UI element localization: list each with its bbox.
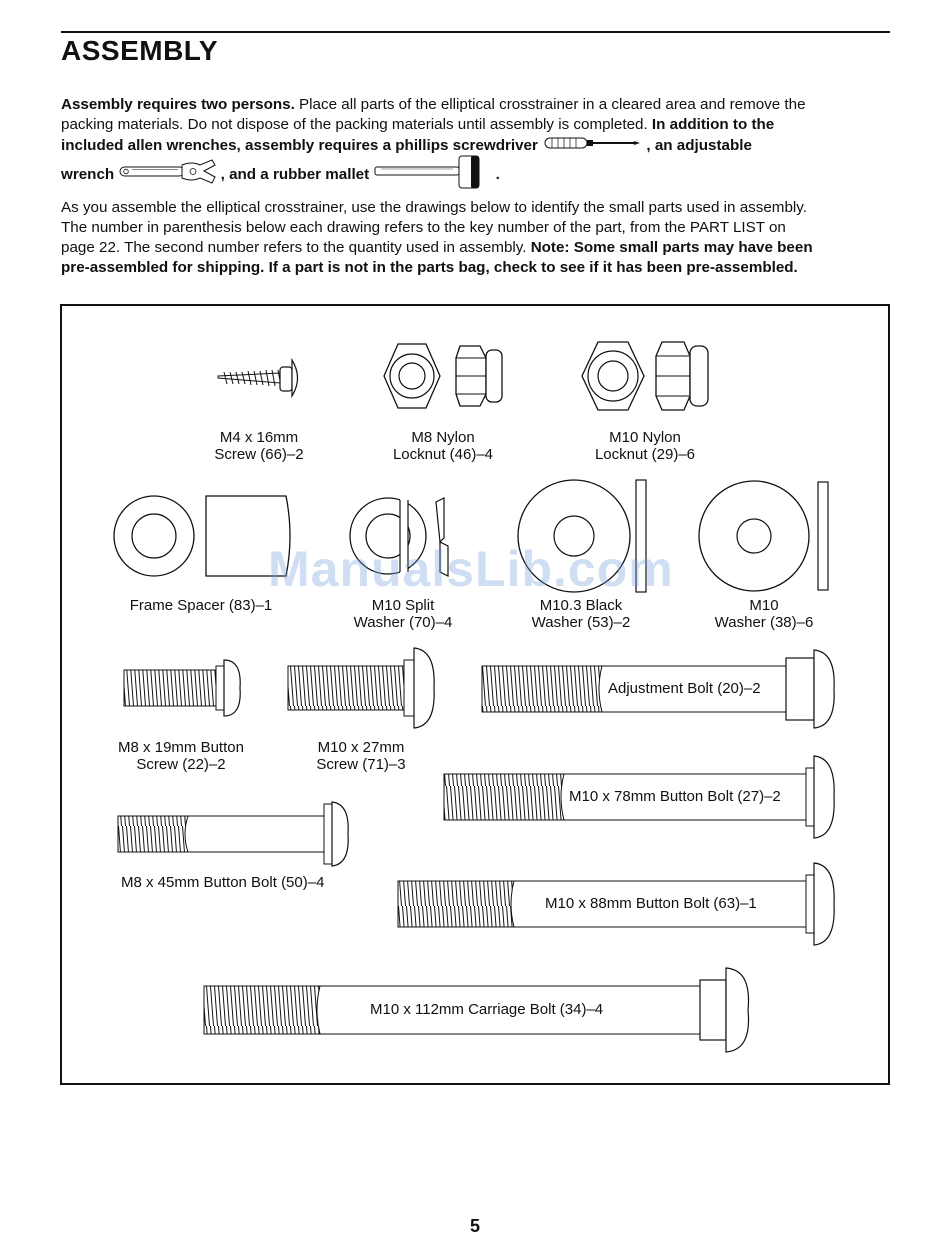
m10-washer-label-line1: M10	[749, 597, 779, 614]
para2-bold-4: pre-assembled for shipping. If a part is not in the parts bag, check to see if it has been pre-assembled.	[61, 259, 798, 276]
intro-text-1: Place all parts of the elliptical crosstrainer in a cleared area and remove the	[294, 96, 806, 113]
intro-bold-3a: included allen wrenches, assembly requires a phillips screwdriver	[61, 137, 538, 155]
frame-spacer-label-line1: Frame Spacer (83)–1	[129, 597, 273, 614]
intro-bold-1: Assembly requires two persons.	[61, 96, 295, 113]
m10-washer-label-line2: Washer (38)–6	[714, 613, 814, 631]
intro-bold-4c: .	[495, 166, 500, 184]
black-washer-label-line1: M10.3 Black	[539, 597, 623, 614]
m10-78mm-button-bolt-label: M10 x 78mm Button Bolt (27)–2	[569, 788, 781, 805]
intro-bold-4a: wrench	[61, 166, 115, 184]
frame-spacer-drawing	[114, 496, 290, 576]
split-washer-label-line2: Washer (70)–4	[353, 613, 453, 631]
m10-locknut-label-line2: Locknut (29)–6	[594, 445, 696, 463]
m8-button-screw-label-line2: Screw (22)–2	[136, 755, 226, 773]
m8-45mm-button-bolt-label: M8 x 45mm Button Bolt (50)–4	[121, 874, 325, 891]
para2-bold-3: Note: Some small parts may have been	[530, 239, 813, 256]
intro-paragraph	[61, 95, 891, 184]
m8-locknut-label	[393, 430, 493, 463]
intro-bold-3b: , an adjustable	[646, 137, 752, 155]
page-number: 5	[469, 1216, 480, 1236]
para2-text-3: page 22. The second number refers to the quantity used in assembly.	[61, 239, 531, 256]
header-rule	[61, 31, 890, 33]
m4-screw-drawing	[218, 360, 298, 396]
watermark: ManualsLib.com	[268, 541, 674, 597]
m4-screw-label-line2: Screw (66)–2	[214, 445, 304, 463]
m10-screw-label-line1: M10 x 27mm	[317, 739, 405, 756]
phillips-screwdriver-icon	[542, 135, 642, 157]
black-washer-label	[532, 598, 631, 631]
intro-bold-2: In addition to the	[651, 116, 775, 133]
m10-locknut-label-line1: M10 Nylon	[609, 429, 681, 446]
para2-line-1: As you assemble the elliptical crosstrainer, use the drawings below to identify the small parts used in assembly.	[61, 199, 807, 216]
black-washer-label-line2: Washer (53)–2	[531, 613, 631, 631]
m10-washer-label	[715, 598, 814, 631]
m8-button-screw-label-line1: M8 x 19mm Button	[118, 739, 244, 756]
intro-bold-4b: , and a rubber mallet	[220, 166, 370, 184]
m10-locknut-label	[595, 430, 695, 463]
m4-screw-label	[214, 430, 303, 463]
parts-identification-panel	[60, 304, 890, 1085]
parts-note-paragraph	[61, 198, 891, 278]
m10-washer-drawing	[699, 481, 828, 591]
m10-locknut-drawing	[582, 342, 708, 410]
m8-locknut-label-line2: Locknut (46)–4	[392, 445, 494, 463]
split-washer-label-line1: M10 Split	[371, 597, 435, 614]
rubber-mallet-icon	[373, 155, 491, 195]
adjustable-wrench-icon	[118, 159, 216, 191]
adjustment-bolt-label: Adjustment Bolt (20)–2	[608, 680, 761, 697]
m4-screw-label-line1: M4 x 16mm	[219, 429, 299, 446]
para2-line-2: The number in parenthesis below each drawing refers to the key number of the part, from the PART LIST on	[61, 219, 786, 236]
m8-45mm-button-bolt-drawing	[118, 802, 348, 866]
frame-spacer-label	[130, 598, 273, 615]
m8-locknut-label-line1: M8 Nylon	[411, 429, 475, 446]
m8-locknut-drawing	[369, 344, 502, 408]
carriage-bolt-label: M10 x 112mm Carriage Bolt (34)–4	[370, 1001, 604, 1018]
m10-screw-drawing	[288, 648, 434, 728]
m8-button-screw-drawing	[124, 660, 240, 716]
split-washer-label	[354, 598, 453, 631]
page-title: ASSEMBLY	[61, 35, 219, 66]
m8-button-screw-label	[118, 740, 244, 773]
m10-88mm-button-bolt-label: M10 x 88mm Button Bolt (63)–1	[545, 895, 757, 912]
m10-screw-label-line2: Screw (71)–3	[316, 755, 406, 773]
intro-text-2: packing materials. Do not dispose of the packing materials until assembly is completed.	[61, 116, 652, 133]
parts-drawings	[62, 306, 892, 1087]
m10-screw-label	[316, 740, 405, 773]
